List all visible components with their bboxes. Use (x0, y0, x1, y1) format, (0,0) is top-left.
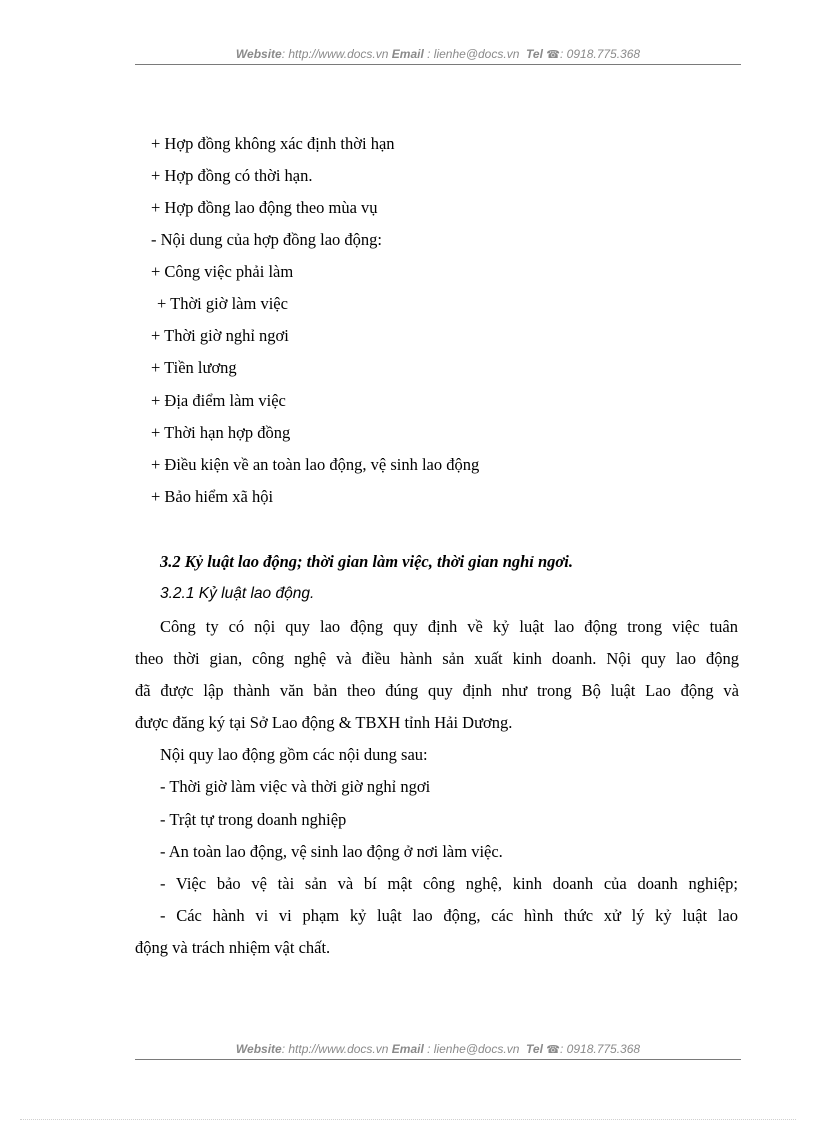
header-email-label: Email (391, 47, 424, 61)
list-item: + Thời giờ nghỉ ngơi (151, 326, 289, 345)
list-item: + Tiền lương (151, 358, 237, 377)
list-item: + Hợp đồng lao động theo mùa vụ (151, 198, 378, 217)
list-item: - Trật tự trong doanh nghiệp (160, 810, 347, 829)
list-item: - Thời giờ làm việc và thời giờ nghỉ ngơi (160, 777, 431, 796)
list-item: - Các hành vi vi phạm kỷ luật lao động, các hình thức xử lý kỷ luật lao (160, 906, 738, 925)
section-subheading: 3.2.1 Kỷ luật lao động. (160, 585, 315, 602)
section-heading: 3.2 Kỷ luật lao động; thời gian làm việc, thời gian nghỉ ngơi. (160, 552, 573, 571)
footer-email-label: Email (391, 1042, 424, 1056)
list-item: + Hợp đồng không xác định thời hạn (151, 134, 395, 153)
header-email-value: : lienhe@docs.vn (423, 47, 520, 61)
paragraph-line: được đăng ký tại Sở Lao động & TBXH tỉnh Hải Dương. (135, 713, 513, 732)
list-item: + Công việc phải làm (151, 262, 294, 281)
header-website-label: Website (235, 47, 282, 61)
list-item: + Thời giờ làm việc (157, 294, 288, 313)
footer-website-value: : http://www.docs.vn (281, 1042, 389, 1056)
footer-tel-label: Tel (526, 1042, 543, 1056)
footer-website-label: Website (235, 1042, 282, 1056)
list-item: - Việc bảo vệ tài sản và bí mật công nghệ, kinh doanh của doanh nghiệp; (160, 874, 738, 893)
list-item: + Thời hạn hợp đồng (151, 423, 291, 442)
header-tel-label: Tel (526, 47, 543, 61)
header-website-value: : http://www.docs.vn (281, 47, 389, 61)
page-edge-divider (20, 1119, 796, 1120)
footer-tel-value: : 0918.775.368 (560, 1042, 641, 1056)
list-item: - Nội dung của hợp đồng lao động: (151, 230, 382, 249)
page-footer (135, 1042, 741, 1060)
paragraph-line: đã được lập thành văn bản theo đúng quy định như trong Bộ luật Lao động và (135, 681, 739, 700)
list-item: động và trách nhiệm vật chất. (135, 938, 331, 957)
footer-email-value: : lienhe@docs.vn (423, 1042, 520, 1056)
list-item: + Điều kiện về an toàn lao động, vệ sinh lao động (151, 455, 480, 474)
list-item: + Hợp đồng có thời hạn. (151, 166, 313, 185)
paragraph-line: theo thời gian, công nghệ và điều hành sản xuất kinh doanh. Nội quy lao động (135, 649, 739, 668)
list-item: + Bảo hiểm xã hội (151, 487, 274, 506)
phone-icon: ☎ (546, 1044, 560, 1056)
paragraph-intro: Nội quy lao động gồm các nội dung sau: (160, 745, 428, 764)
phone-icon: ☎ (546, 49, 560, 61)
header-tel-value: : 0918.775.368 (560, 47, 641, 61)
list-item: + Địa điểm làm việc (151, 391, 286, 410)
page-header (135, 47, 741, 65)
list-item: - An toàn lao động, vệ sinh lao động ở nơi làm việc. (160, 842, 503, 861)
paragraph-line: Công ty có nội quy lao động quy định về kỷ luật lao động trong việc tuân (160, 617, 738, 636)
